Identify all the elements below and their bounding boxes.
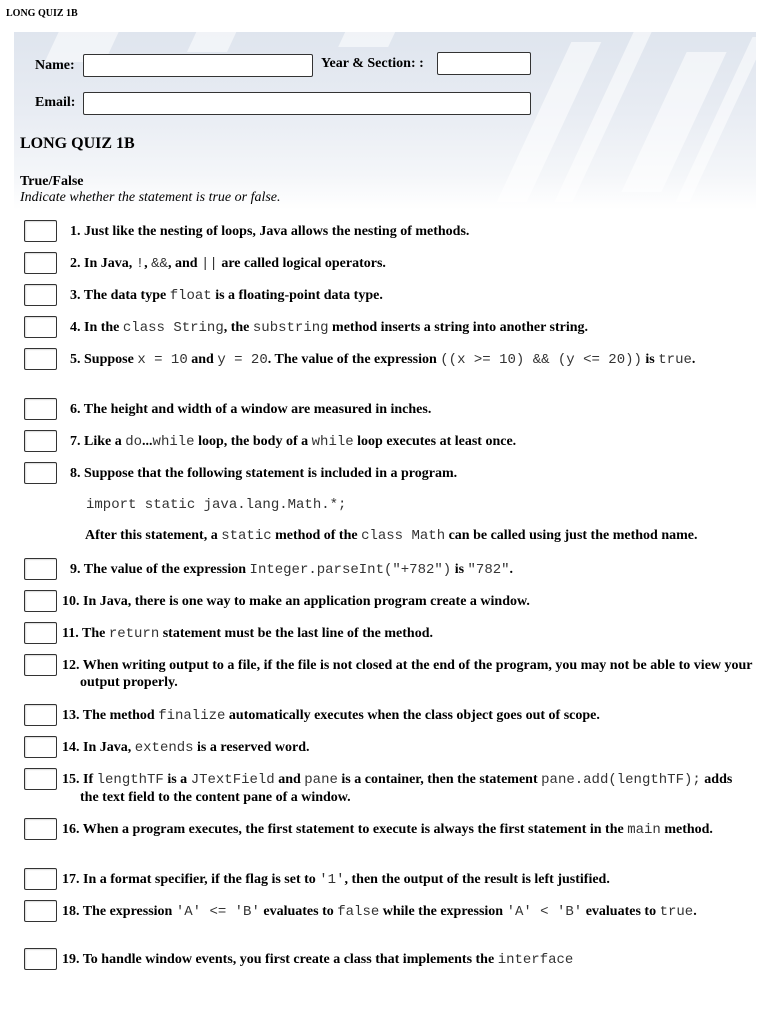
code-term: while <box>311 434 354 450</box>
answer-box[interactable] <box>24 430 57 452</box>
answer-box[interactable] <box>24 398 57 420</box>
code-term: Integer.parseInt("+782") <box>249 562 452 578</box>
answer-box[interactable] <box>24 316 57 338</box>
text-segment: loop, the body of a <box>194 434 312 449</box>
code-term: extends <box>134 740 194 756</box>
text-segment: 7. Like a <box>70 434 126 449</box>
text-segment: 9. The value of the expression <box>70 562 250 577</box>
text-segment: , <box>144 256 152 271</box>
text-segment: while the expression <box>379 904 507 919</box>
code-term: ((x >= 10) && (y <= 20)) <box>440 352 642 368</box>
answer-box[interactable] <box>24 348 57 370</box>
answer-box[interactable] <box>24 622 57 644</box>
text-segment: 10. In Java, there is one way to make an application program create a window. <box>62 594 530 609</box>
code-term: substring <box>252 320 329 336</box>
question-text <box>62 707 754 725</box>
question-text <box>70 561 754 579</box>
code-term: pane.add(lengthTF); <box>541 772 701 788</box>
text-segment: statement must be the last line of the method. <box>159 626 433 641</box>
page-title: LONG QUIZ 1B <box>6 8 78 19</box>
text-segment: , the <box>223 320 253 335</box>
text-segment: 14. In Java, <box>62 740 135 755</box>
question-text <box>62 821 754 839</box>
text-segment: method of the <box>271 528 362 543</box>
text-segment: is a container, then the statement <box>337 772 542 787</box>
code-term: finalize <box>158 708 226 724</box>
section-title: True/False <box>20 174 84 189</box>
text-segment: method. <box>660 822 713 837</box>
code-snippet: import static java.lang.Math.*; <box>86 497 347 513</box>
text-segment: 3. The data type <box>70 288 170 303</box>
text-segment: and <box>274 772 305 787</box>
quiz-title: LONG QUIZ 1B <box>20 135 135 152</box>
text-segment: 4. In the <box>70 320 123 335</box>
code-term: while <box>152 434 195 450</box>
question-text <box>62 739 754 757</box>
answer-box[interactable] <box>24 900 57 922</box>
answer-box[interactable] <box>24 868 57 890</box>
text-segment: are called logical operators. <box>217 256 386 271</box>
code-term: true <box>659 904 694 920</box>
text-segment: 15. If <box>62 772 97 787</box>
text-segment: 13. The method <box>62 708 159 723</box>
text-segment: . <box>691 352 696 367</box>
text-segment: . The value of the expression <box>267 352 441 367</box>
text-segment: 6. The height and width of a window are measured in inches. <box>70 402 432 417</box>
text-segment: is a <box>163 772 191 787</box>
answer-box[interactable] <box>24 220 57 242</box>
text-segment: After this statement, a <box>85 528 222 543</box>
answer-box[interactable] <box>24 590 57 612</box>
answer-box[interactable] <box>24 654 57 676</box>
text-segment: and <box>187 352 218 367</box>
text-segment: is a floating-point data type. <box>211 288 383 303</box>
text-segment: evaluates to <box>259 904 338 919</box>
code-term: do <box>125 434 143 450</box>
text-segment: 1. Just like the nesting of loops, Java allows the nesting of methods. <box>70 224 470 239</box>
code-term: return <box>108 626 160 642</box>
email-label: Email: <box>35 95 76 110</box>
name-label: Name: <box>35 58 75 73</box>
text-segment: 5. Suppose <box>70 352 138 367</box>
code-term: '1' <box>319 872 345 888</box>
year-section-label: Year & Section: : <box>321 56 424 71</box>
code-term: float <box>169 288 212 304</box>
code-term: pane <box>304 772 338 788</box>
code-term: interface <box>497 952 574 968</box>
question-text <box>70 223 754 240</box>
question-text <box>62 657 754 691</box>
text-segment: 2. In Java, <box>70 256 136 271</box>
text-segment: . <box>693 904 697 919</box>
text-segment: 11. The <box>62 626 109 641</box>
code-term: true <box>658 352 692 368</box>
answer-box[interactable] <box>24 818 57 840</box>
code-term: static <box>221 528 272 544</box>
code-term: || <box>201 256 218 272</box>
text-segment: 19. To handle window events, you first create a class that implements the <box>62 952 498 967</box>
code-term: y = 20 <box>217 352 268 368</box>
answer-box[interactable] <box>24 948 57 970</box>
email-field[interactable] <box>83 92 531 115</box>
question-text <box>70 351 754 369</box>
question-text <box>70 401 754 418</box>
question-text <box>70 287 754 305</box>
year-section-field[interactable] <box>437 52 531 75</box>
answer-box[interactable] <box>24 252 57 274</box>
text-segment: ... <box>142 434 153 449</box>
text-segment: 18. The expression <box>62 904 176 919</box>
question-text <box>70 433 754 451</box>
text-segment: can be called using just the method name. <box>445 528 698 543</box>
question-text <box>62 951 754 969</box>
question-text <box>70 319 754 337</box>
answer-box[interactable] <box>24 704 57 726</box>
text-segment: 8. Suppose that the following statement is included in a program. <box>70 466 458 481</box>
text-segment: 12. When writing output to a file, if the file is not closed at the end of the program, you may not be able to view your output properly. <box>62 658 753 690</box>
text-segment: , then the output of the result is left justified. <box>344 872 610 887</box>
text-segment: automatically executes when the class object goes out of scope. <box>225 708 600 723</box>
code-term: && <box>151 256 168 272</box>
code-term: false <box>337 904 380 920</box>
question-text <box>70 255 754 273</box>
question-text <box>62 625 754 643</box>
answer-box[interactable] <box>24 284 57 306</box>
answer-box[interactable] <box>24 736 57 758</box>
text-segment: 16. When a program executes, the first statement to execute is always the first statement in the <box>62 822 628 837</box>
question-text <box>62 593 754 610</box>
question-text <box>62 771 754 806</box>
code-term: class Math <box>361 528 446 544</box>
code-term: class String <box>122 320 224 336</box>
text-segment: evaluates to <box>582 904 660 919</box>
text-segment: , and <box>167 256 202 271</box>
text-segment: . <box>509 562 514 577</box>
code-term: 'A' < 'B' <box>506 904 583 920</box>
code-term: 'A' <= 'B' <box>175 904 260 920</box>
answer-box[interactable] <box>24 558 57 580</box>
code-term: main <box>627 822 661 838</box>
text-segment: 17. In a format specifier, if the flag is set to <box>62 872 320 887</box>
text-segment: adds the text field to the content pane of a window. <box>80 772 733 805</box>
code-term: ! <box>135 256 145 272</box>
q8-followup-text <box>85 528 755 544</box>
code-term: "782" <box>467 562 510 578</box>
text-segment: loop executes at least once. <box>353 434 517 449</box>
section-description: Indicate whether the statement is true or false. <box>20 190 281 205</box>
text-segment: method inserts a string into another string. <box>328 320 589 335</box>
question-text <box>62 903 754 921</box>
question-text <box>62 871 754 889</box>
answer-box[interactable] <box>24 462 57 484</box>
question-text <box>70 465 754 482</box>
text-segment: is <box>451 562 468 577</box>
code-term: lengthTF <box>96 772 164 788</box>
name-field[interactable] <box>83 54 313 77</box>
code-term: JTextField <box>190 772 275 788</box>
text-segment: is a reserved word. <box>193 740 310 755</box>
text-segment: is <box>641 352 659 367</box>
code-term: x = 10 <box>137 352 188 368</box>
answer-box[interactable] <box>24 768 57 790</box>
